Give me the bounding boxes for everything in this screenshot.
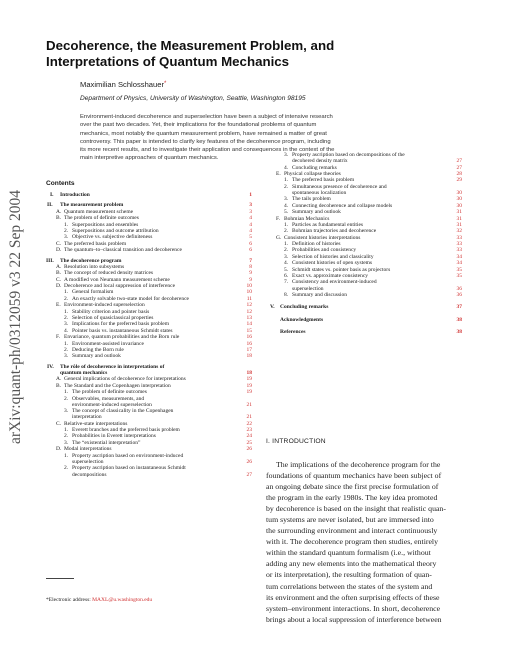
toc-page-link[interactable]: 5 (249, 234, 252, 241)
toc-entry[interactable] (46, 472, 252, 478)
toc-entry-title: Implications for the preferred basis problem (72, 321, 169, 328)
toc-entry-title: Envariance, quantum probabilities and the Born rule (64, 334, 180, 341)
toc-entry-title: The decoherence program (60, 257, 122, 264)
toc-entry-title: Summary and outlook (292, 209, 341, 216)
toc-entry[interactable] (266, 304, 462, 310)
toc-page-link[interactable]: 33 (456, 241, 462, 248)
title-line: Interpretations of Quantum Mechanics (46, 54, 290, 69)
toc-page-link[interactable]: 19 (246, 382, 252, 389)
toc-entry-number: II. (47, 202, 53, 209)
toc-entry-title: The Standard and the Copenhagen interpretation (64, 382, 171, 389)
toc-page-link[interactable]: 21 (246, 401, 252, 408)
toc-entry-number: 1. (64, 289, 69, 296)
toc-page-link[interactable]: 22 (246, 420, 252, 427)
toc-entry-title: Concluding remarks (280, 304, 329, 311)
toc-entry-number: 1. (64, 340, 69, 347)
toc-page-link[interactable]: 31 (456, 209, 462, 216)
toc-entry-number: C. (56, 240, 62, 247)
text-line: foundations of quantum mechanics have been subject of (266, 471, 442, 481)
toc-entry-number: 2. (284, 247, 289, 254)
toc-page-link[interactable]: 11 (246, 295, 252, 302)
toc-entry-number: 3. (284, 253, 289, 260)
toc-entry-title: Introduction (60, 192, 90, 198)
footnote-label: *Electronic address: (46, 597, 93, 603)
toc-entry-number: 6. (284, 273, 289, 280)
author-footnote-mark[interactable]: * (164, 81, 167, 87)
text-line: the program in the early 1980s. The key idea promoted (266, 493, 438, 503)
introduction-text (266, 459, 464, 625)
toc-entry-number: 2. (64, 227, 69, 234)
section-heading-introduction: I. INTRODUCTION (266, 438, 326, 445)
toc-entry-number: 3. (64, 234, 69, 241)
toc-page-link[interactable]: 25 (246, 439, 252, 446)
toc-entry-title: Observables, measurements, and (72, 395, 145, 402)
toc-entry-title: Definition of histories (292, 241, 341, 248)
toc-entry-number: 1. (284, 221, 289, 228)
toc-entry-number: 2. (64, 295, 69, 302)
toc-entry-title: Consistent histories interpretations (284, 234, 361, 241)
contents-heading: Contents (46, 180, 75, 187)
toc-entry-title: Pointer basis vs. instantaneous Schmidt states (72, 327, 173, 334)
toc-page-link[interactable]: 30 (456, 190, 462, 197)
toc-entry-title: Everett branches and the preferred basis problem (72, 427, 180, 434)
title-line: Decoherence, the Measurement Problem, and (46, 38, 335, 53)
toc-page-link[interactable]: 18 (246, 353, 252, 360)
toc-entry-title: Consistent histories of open systems (292, 260, 373, 267)
toc-entry-title: Deducing the Born rule (72, 346, 124, 353)
toc-page-link[interactable]: 34 (456, 253, 462, 260)
toc-page-link[interactable]: 27 (456, 158, 462, 165)
toc-entry-number: 3. (64, 408, 69, 415)
text-line: system–environment interactions. In short, decoherence (266, 603, 441, 613)
toc-page-link[interactable]: 19 (246, 376, 252, 383)
toc-entry-number: A. (56, 208, 62, 215)
email-link[interactable]: MAXL@u.washington.edu (92, 597, 153, 603)
toc-page-link[interactable]: 7 (249, 257, 252, 264)
toc-entry[interactable] (266, 317, 462, 323)
toc-entry-title: Environment-induced superselection (64, 302, 145, 309)
toc-entry-title: Stability criterion and pointer basis (72, 308, 150, 315)
abstract-line: its more recent results, and to investigate their application and consequences in the context of the (80, 147, 335, 154)
toc-entry-title: Quantum measurement scheme (64, 208, 134, 215)
toc-page-link[interactable]: 36 (456, 291, 462, 298)
toc-entry-title: The quantum–to–classical transition and decoherence (64, 247, 182, 254)
toc-page-link[interactable]: 32 (456, 228, 462, 235)
toc-entry-number: V. (270, 304, 275, 311)
toc-page-link[interactable]: 38 (456, 316, 462, 323)
toc-entry-title: The rôle of decoherence in interpretations of (60, 363, 165, 370)
text-line: with it. The decoherence program then studies, entirely (266, 537, 438, 547)
toc-page-link[interactable]: 27 (456, 164, 462, 171)
toc-entry-title: Superpositions and outcome attribution (72, 227, 159, 234)
toc-entry-number: IV. (47, 363, 54, 370)
toc-right-column (266, 152, 462, 336)
toc-entry-number: 8. (284, 291, 289, 298)
author-name: Maximilian Schlosshauer (80, 80, 164, 89)
toc-page-link[interactable]: 19 (246, 389, 252, 396)
toc-entry-title: The “existential interpretation” (72, 439, 141, 446)
text-line: its environment and the often surprising effects of these (266, 592, 440, 602)
toc-entry-number: 1. (64, 308, 69, 315)
toc-entry-title: Exact vs. approximate consistency (292, 273, 369, 280)
toc-left-column (46, 192, 252, 478)
toc-entry-title: superselection (292, 285, 324, 292)
text-line: by decoherence is based on the insight that realistic quan- (266, 504, 446, 514)
toc-entry-number: C. (56, 276, 62, 283)
toc-page-link[interactable]: 37 (456, 304, 462, 311)
toc-page-link[interactable]: 13 (246, 315, 252, 322)
text-line: an ongoing debate since the first precise formulation of (266, 482, 439, 492)
toc-entry-number: 3. (64, 439, 69, 446)
toc-entry-number: 5. (284, 266, 289, 273)
abstract-line: main interpretive approaches of quantum mechanics. (80, 155, 219, 162)
toc-entry-title: General formalism (72, 289, 114, 296)
toc-entry-title: References (280, 329, 306, 336)
toc-page-link[interactable]: 26 (246, 446, 252, 453)
toc-entry-title: The problem of definite outcomes (64, 215, 139, 222)
toc-entry-number: D. (56, 247, 62, 254)
toc-entry-title: The preferred basis problem (64, 240, 127, 247)
toc-entry-title: Summary and outlook (72, 353, 121, 360)
text-line: tum correlations between the states of the system and (266, 581, 433, 591)
text-line: or its interpretation), the resulting formation of quan- (266, 570, 432, 580)
toc-entry-number: 1. (64, 221, 69, 228)
footnote-rule (46, 578, 74, 579)
toc-entry-title: Bohmian Mechanics (284, 215, 330, 222)
abstract-line: over the past two decades. Yet, their implications for the foundational problems of quantum (80, 122, 317, 129)
toc-entry-title: Property ascription based on instantaneous Schmidt (72, 465, 186, 472)
toc-page-link[interactable]: 10 (246, 289, 252, 296)
toc-entry[interactable] (266, 292, 462, 298)
toc-entry-number: 5. (284, 209, 289, 216)
toc-entry-number: 4. (284, 260, 289, 267)
toc-entry-title: General implications of decoherence for interpretations (64, 376, 186, 383)
toc-page-link[interactable]: 17 (246, 346, 252, 353)
toc-entry-number: B. (56, 270, 62, 277)
toc-page-link[interactable]: 21 (246, 414, 252, 421)
author (80, 80, 166, 89)
toc-entry-title: environment-induced superselection (72, 401, 152, 408)
toc-entry-title: interpretation (72, 414, 102, 421)
toc-entry-number: 1. (284, 177, 289, 184)
toc-entry-title: Property ascription based on environment-induced (72, 452, 184, 459)
toc-page-link[interactable]: 4 (249, 215, 252, 222)
toc-entry-number: 3. (284, 152, 289, 158)
toc-entry-number: 3. (284, 196, 289, 203)
toc-entry-title: Probabilities in Everett interpretations (72, 433, 156, 440)
toc-entry-number: B. (56, 382, 62, 389)
toc-page-link[interactable]: 9 (249, 270, 252, 277)
toc-entry-number: A. (56, 376, 62, 383)
toc-entry-title: decompositions (72, 471, 107, 478)
toc-entry-number: 1. (64, 452, 69, 459)
toc-page-link[interactable]: 18 (246, 370, 252, 377)
toc-entry[interactable] (266, 329, 462, 335)
toc-entry-number: 1. (64, 389, 69, 396)
toc-entry[interactable] (46, 192, 252, 198)
toc-entry[interactable] (46, 247, 252, 253)
toc-page-link[interactable]: 30 (456, 196, 462, 203)
toc-entry-title: The tails problem (292, 196, 331, 203)
toc-entry-title: The preferred basis problem (292, 177, 355, 184)
toc-entry-title: Concluding remarks (292, 164, 337, 171)
toc-entry-number: 2. (64, 395, 69, 402)
toc-entry-number: 1. (64, 427, 69, 434)
toc-entry-number: 2. (64, 346, 69, 353)
toc-entry-title: Simultaneous presence of decoherence and (292, 183, 387, 190)
toc-entry-number: 2. (64, 465, 69, 472)
toc-page-link[interactable]: 15 (246, 327, 252, 334)
toc-entry-number: C. (56, 420, 62, 427)
toc-page-link[interactable]: 35 (456, 273, 462, 280)
toc-page-link[interactable]: 6 (249, 247, 252, 254)
toc-page-link[interactable]: 4 (249, 221, 252, 228)
toc-entry-title: Selection of quasiclassical properties (72, 315, 154, 322)
toc-entry-title: Particles as fundamental entities (292, 221, 364, 228)
toc-entry-number: E. (276, 170, 281, 177)
toc-page-link[interactable]: 31 (456, 215, 462, 222)
toc-page-link[interactable]: 12 (246, 308, 252, 315)
toc-entry-number: 2. (284, 228, 289, 235)
toc-entry-number: A. (56, 263, 62, 270)
toc-entry-title: Summary and discussion (292, 291, 347, 298)
toc-entry-number: 3. (64, 321, 69, 328)
toc-entry-number: E. (56, 302, 61, 309)
toc-entry-title: Decoherence and local suppression of interference (64, 283, 176, 290)
toc-page-link[interactable]: 28 (456, 170, 462, 177)
toc-entry-title: The concept of reduced density matrices (64, 270, 154, 277)
toc-entry-number: 4. (284, 202, 289, 209)
abstract-line: Environment-induced decoherence and superselection have been a subject of intensive research (80, 114, 333, 120)
toc-page-link[interactable]: 38 (456, 329, 462, 336)
toc-page-link[interactable]: 26 (246, 459, 252, 466)
toc-page-link[interactable]: 8 (249, 263, 252, 270)
toc-page-link[interactable]: 3 (249, 208, 252, 215)
toc-page-link[interactable]: 16 (246, 340, 252, 347)
toc-entry-title: The concept of classicality in the Copenhagen (72, 408, 174, 415)
toc-page-link[interactable]: 1 (249, 192, 252, 198)
toc-page-link[interactable]: 35 (456, 266, 462, 273)
abstract-line: controversy. This paper is intended to clarify key features of the decoherence program, including (80, 138, 331, 145)
toc-entry-number: D. (56, 446, 62, 453)
toc-entry-number: 2. (64, 315, 69, 322)
toc-entry-number: 4. (64, 327, 69, 334)
toc-entry-number: B. (56, 215, 62, 222)
toc-entry-number: F. (56, 334, 60, 341)
toc-entry-title: Consistency and environment-induced (292, 279, 377, 286)
toc-entry-title: Modal interpretations (64, 446, 112, 453)
toc-entry-title: Probabilities and consistency (292, 247, 357, 254)
toc-entry-number: G. (276, 234, 282, 241)
toc-entry-title: Resolution into subsystems (64, 263, 125, 270)
toc-entry-title: Connecting decoherence and collapse models (292, 202, 393, 209)
arxiv-stamp-text: arXiv:quant-ph/0312059 v3 22 Sep 2004 (7, 189, 24, 445)
text-line: brings about a local suppression of interference between (266, 614, 442, 624)
toc-entry-number: 7. (284, 279, 289, 286)
toc-entry[interactable] (46, 353, 252, 359)
toc-page-link[interactable]: 31 (456, 221, 462, 228)
abstract-line: mechanics, most notably the quantum measurement problem, have remained a matter of great (80, 130, 327, 137)
toc-page-link[interactable]: 4 (249, 227, 252, 234)
text-line: adding any new elements into the mathematical theory (266, 559, 437, 569)
toc-page-link[interactable]: 36 (456, 285, 462, 292)
toc-page-link[interactable]: 10 (246, 283, 252, 290)
toc-entry-title: The measurement problem (60, 202, 124, 209)
toc-entry-number: D. (56, 283, 62, 290)
toc-entry-title: superselection (72, 459, 104, 466)
toc-entry-number: III. (46, 257, 54, 264)
toc-entry-title: The problem of definite outcomes (72, 389, 147, 396)
toc-entry-number: 4. (284, 164, 289, 171)
paper-title (46, 38, 426, 70)
toc-page-link[interactable]: 30 (456, 202, 462, 209)
toc-page-link[interactable]: 6 (249, 240, 252, 247)
toc-page-link[interactable]: 14 (246, 321, 252, 328)
toc-entry-title: Physical collapse theories (284, 170, 341, 177)
affiliation: Department of Physics, University of Washington, Seattle, Washington 98195 (80, 95, 306, 102)
toc-entry-title: decohered density matrix (292, 158, 348, 165)
toc-page-link[interactable]: 23 (246, 427, 252, 434)
toc-entry-title: Selection of histories and classicality (292, 253, 374, 260)
text-line: the surrounding environment and interact continuously (266, 526, 438, 536)
toc-entry-title: Objective vs. subjective definiteness (72, 234, 153, 241)
text-line: The implications of the decoherence program for the (276, 460, 441, 469)
toc-entry-number: I. (50, 192, 54, 198)
arxiv-stamp (2, 182, 30, 452)
toc-entry-number: 1. (284, 241, 289, 248)
footnote (46, 597, 152, 603)
toc-entry-title: spontaneous localization (292, 190, 347, 197)
toc-entry-title: Bohmian trajectories and decoherence (292, 228, 377, 235)
toc-entry-number: 2. (284, 183, 289, 190)
toc-page-link[interactable]: 24 (246, 433, 252, 440)
toc-entry-title: Environment-assisted invariance (72, 340, 144, 347)
toc-page-link[interactable]: 9 (249, 276, 252, 283)
toc-entry-number: 3. (64, 353, 69, 360)
toc-entry-number: 2. (64, 433, 69, 440)
toc-entry-number: F. (276, 215, 280, 222)
toc-entry-title: Acknowledgments (280, 316, 324, 323)
toc-page-link[interactable]: 34 (456, 260, 462, 267)
toc-entry-title: A modified von Neumann measurement scheme (64, 276, 170, 283)
toc-entry-title: Schmidt states vs. pointer basis as projectors (292, 266, 391, 273)
toc-entry-title: An exactly solvable two-state model for decoherence (72, 295, 189, 302)
text-line: within the standard quantum formalism (i.e., without (266, 548, 431, 558)
toc-entry-title: quantum mechanics (60, 370, 108, 377)
toc-page-link[interactable]: 27 (246, 471, 252, 478)
toc-page-link[interactable]: 33 (456, 234, 462, 241)
text-line: tum systems are never isolated, but are immersed into (266, 515, 434, 525)
toc-page-link[interactable]: 16 (246, 334, 252, 341)
toc-page-link[interactable]: 12 (246, 302, 252, 309)
toc-entry-title: Property ascription based on decompositions of the (292, 152, 405, 158)
toc-page-link[interactable]: 3 (249, 202, 252, 209)
toc-page-link[interactable]: 29 (456, 177, 462, 184)
toc-page-link[interactable]: 33 (456, 247, 462, 254)
toc-entry-title: Relative-state interpretations (64, 420, 128, 427)
toc-entry-title: Superpositions and ensembles (72, 221, 139, 228)
